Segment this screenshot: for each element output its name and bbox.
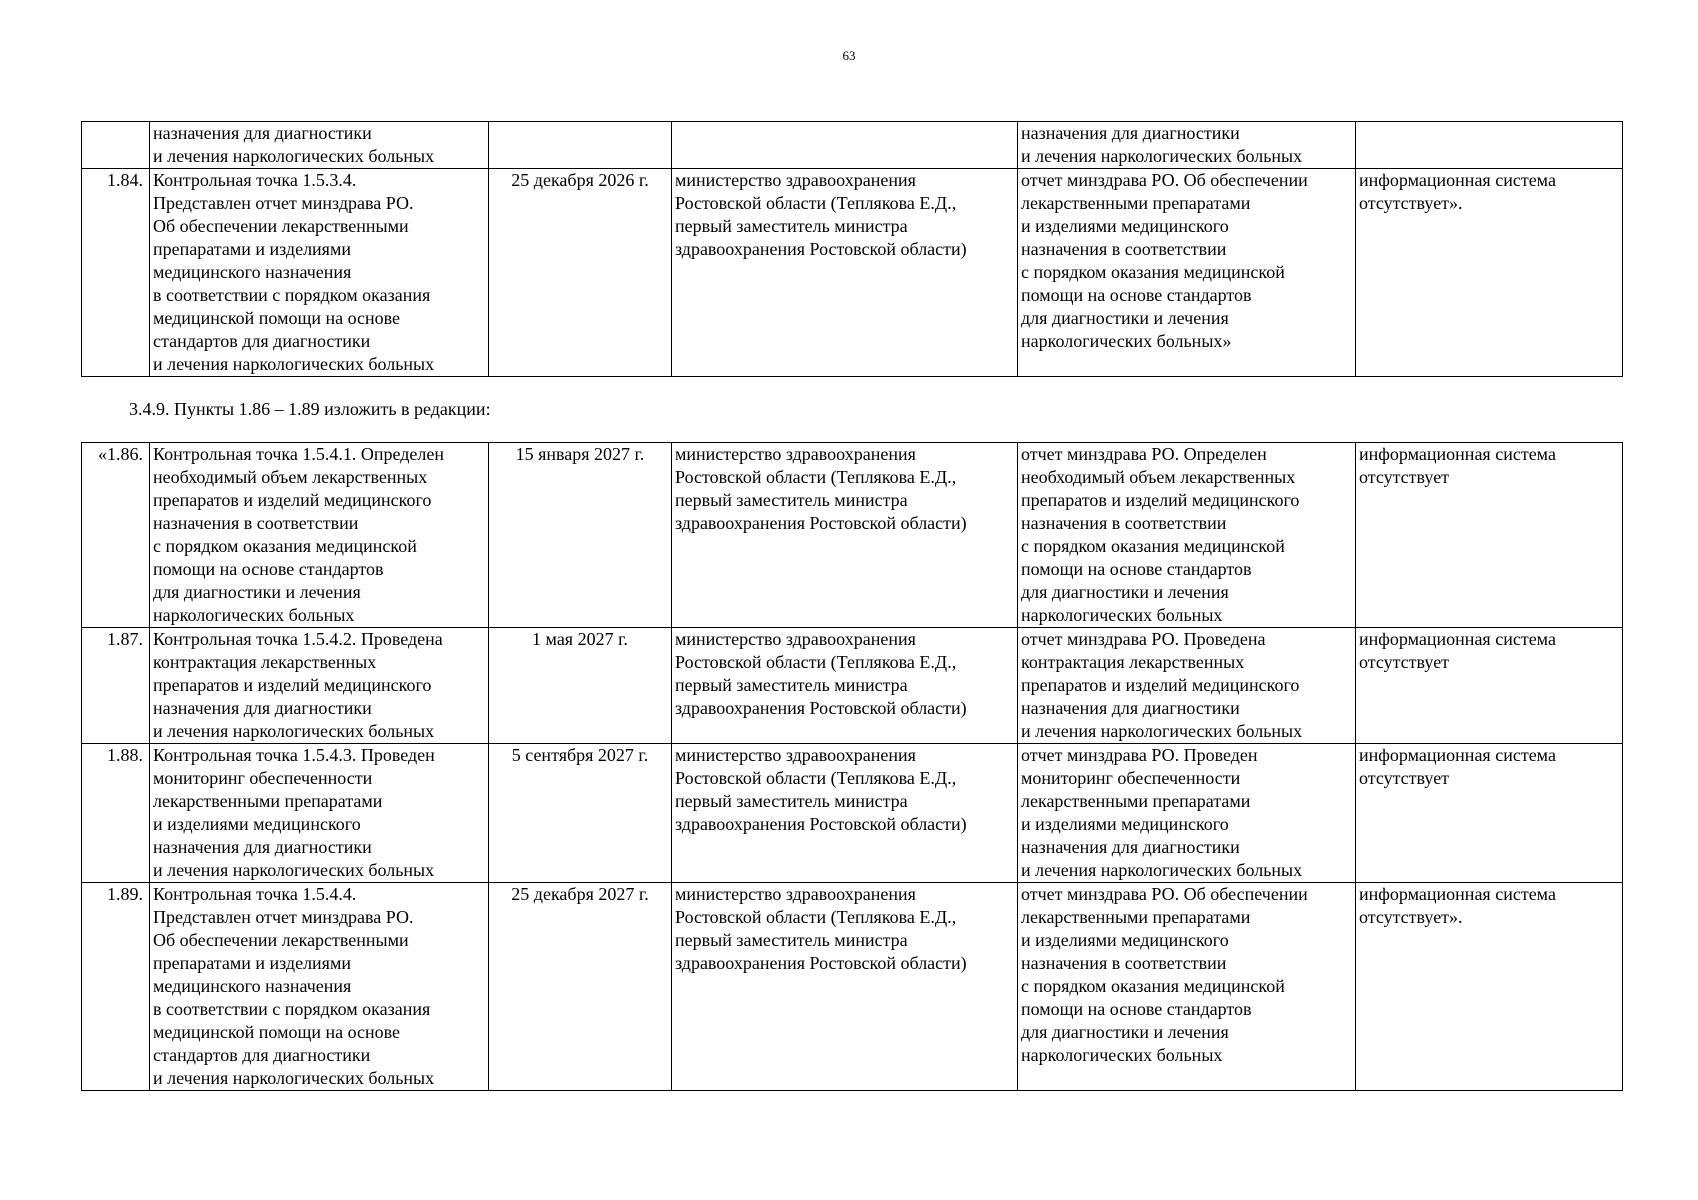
responsible-cell: министерство здравоохранения Ростовской области (Теплякова Е.Д., первый заместитель министра здравоохранения Ростовской области) bbox=[672, 443, 1018, 628]
row-number-cell: 1.84. bbox=[82, 169, 150, 377]
responsible-cell bbox=[672, 122, 1018, 169]
deadline-cell bbox=[489, 122, 672, 169]
table-row bbox=[82, 169, 1623, 377]
amendment-paragraph: 3.4.9. Пункты 1.86 – 1.89 изложить в редакции: bbox=[129, 399, 491, 419]
table-row bbox=[82, 628, 1623, 744]
responsible-cell: министерство здравоохранения Ростовской области (Теплякова Е.Д., первый заместитель министра здравоохранения Ростовской области) bbox=[672, 169, 1018, 377]
table-row bbox=[82, 122, 1623, 169]
responsible-cell: министерство здравоохранения Ростовской области (Теплякова Е.Д., первый заместитель министра здравоохранения Ростовской области) bbox=[672, 883, 1018, 1091]
table-row bbox=[82, 443, 1623, 628]
deadline-cell: 25 декабря 2027 г. bbox=[489, 883, 672, 1091]
row-number-cell: «1.86. bbox=[82, 443, 150, 628]
responsible-cell: министерство здравоохранения Ростовской области (Теплякова Е.Д., первый заместитель министра здравоохранения Ростовской области) bbox=[672, 628, 1018, 744]
result-document-cell: назначения для диагностики и лечения наркологических больных bbox=[1018, 122, 1356, 169]
information-system-cell: информационная система отсутствует». bbox=[1356, 169, 1623, 377]
information-system-cell: информационная система отсутствует». bbox=[1356, 883, 1623, 1091]
page-number: 63 bbox=[842, 48, 856, 63]
event-cell: Контрольная точка 1.5.3.4. Представлен отчет минздрава РО. Об обеспечении лекарственными препаратами и изделиями медицинского назначения в соответствии с порядком оказания медицинской помощи на основе стандартов для диагностики и лечения наркологических больных bbox=[150, 169, 489, 377]
responsible-cell: министерство здравоохранения Ростовской области (Теплякова Е.Д., первый заместитель министра здравоохранения Ростовской области) bbox=[672, 744, 1018, 883]
information-system-cell: информационная система отсутствует bbox=[1356, 744, 1623, 883]
event-cell: Контрольная точка 1.5.4.3. Проведен мониторинг обеспеченности лекарственными препаратами и изделиями медицинского назначения для диагностики и лечения наркологических больных bbox=[150, 744, 489, 883]
table-row bbox=[82, 883, 1623, 1091]
event-cell: Контрольная точка 1.5.4.2. Проведена контрактация лекарственных препаратов и изделий медицинского назначения для диагностики и лечения наркологических больных bbox=[150, 628, 489, 744]
row-number-cell: 1.89. bbox=[82, 883, 150, 1091]
result-document-cell: отчет минздрава РО. Проведена контрактация лекарственных препаратов и изделий медицинского назначения для диагностики и лечения наркологических больных bbox=[1018, 628, 1356, 744]
result-document-cell: отчет минздрава РО. Определен необходимый объем лекарственных препаратов и изделий медицинского назначения в соответствии с порядком оказания медицинской помощи на основе стандартов для диагностики и лечения наркологических больных bbox=[1018, 443, 1356, 628]
table-row bbox=[82, 744, 1623, 883]
information-system-cell bbox=[1356, 122, 1623, 169]
information-system-cell: информационная система отсутствует bbox=[1356, 443, 1623, 628]
deadline-cell: 15 января 2027 г. bbox=[489, 443, 672, 628]
event-cell: назначения для диагностики и лечения наркологических больных bbox=[150, 122, 489, 169]
event-cell: Контрольная точка 1.5.4.4. Представлен отчет минздрава РО. Об обеспечении лекарственными препаратами и изделиями медицинского назначения в соответствии с порядком оказания медицинской помощи на основе стандартов для диагностики и лечения наркологических больных bbox=[150, 883, 489, 1091]
result-document-cell: отчет минздрава РО. Проведен мониторинг обеспеченности лекарственными препаратами и изделиями медицинского назначения для диагностики и лечения наркологических больных bbox=[1018, 744, 1356, 883]
row-number-cell bbox=[82, 122, 150, 169]
deadline-cell: 5 сентября 2027 г. bbox=[489, 744, 672, 883]
result-document-cell: отчет минздрава РО. Об обеспечении лекарственными препаратами и изделиями медицинского назначения в соответствии с порядком оказания медицинской помощи на основе стандартов для диагностики и лечения наркологических больных» bbox=[1018, 169, 1356, 377]
deadline-cell: 25 декабря 2026 г. bbox=[489, 169, 672, 377]
result-document-cell: отчет минздрава РО. Об обеспечении лекарственными препаратами и изделиями медицинского назначения в соответствии с порядком оказания медицинской помощи на основе стандартов для диагностики и лечения наркологических больных bbox=[1018, 883, 1356, 1091]
control-points-table bbox=[81, 442, 1623, 1091]
control-points-table-continued bbox=[81, 121, 1623, 377]
deadline-cell: 1 мая 2027 г. bbox=[489, 628, 672, 744]
information-system-cell: информационная система отсутствует bbox=[1356, 628, 1623, 744]
row-number-cell: 1.87. bbox=[82, 628, 150, 744]
row-number-cell: 1.88. bbox=[82, 744, 150, 883]
event-cell: Контрольная точка 1.5.4.1. Определен необходимый объем лекарственных препаратов и изделий медицинского назначения в соответствии с порядком оказания медицинской помощи на основе стандартов для диагностики и лечения наркологических больных bbox=[150, 443, 489, 628]
